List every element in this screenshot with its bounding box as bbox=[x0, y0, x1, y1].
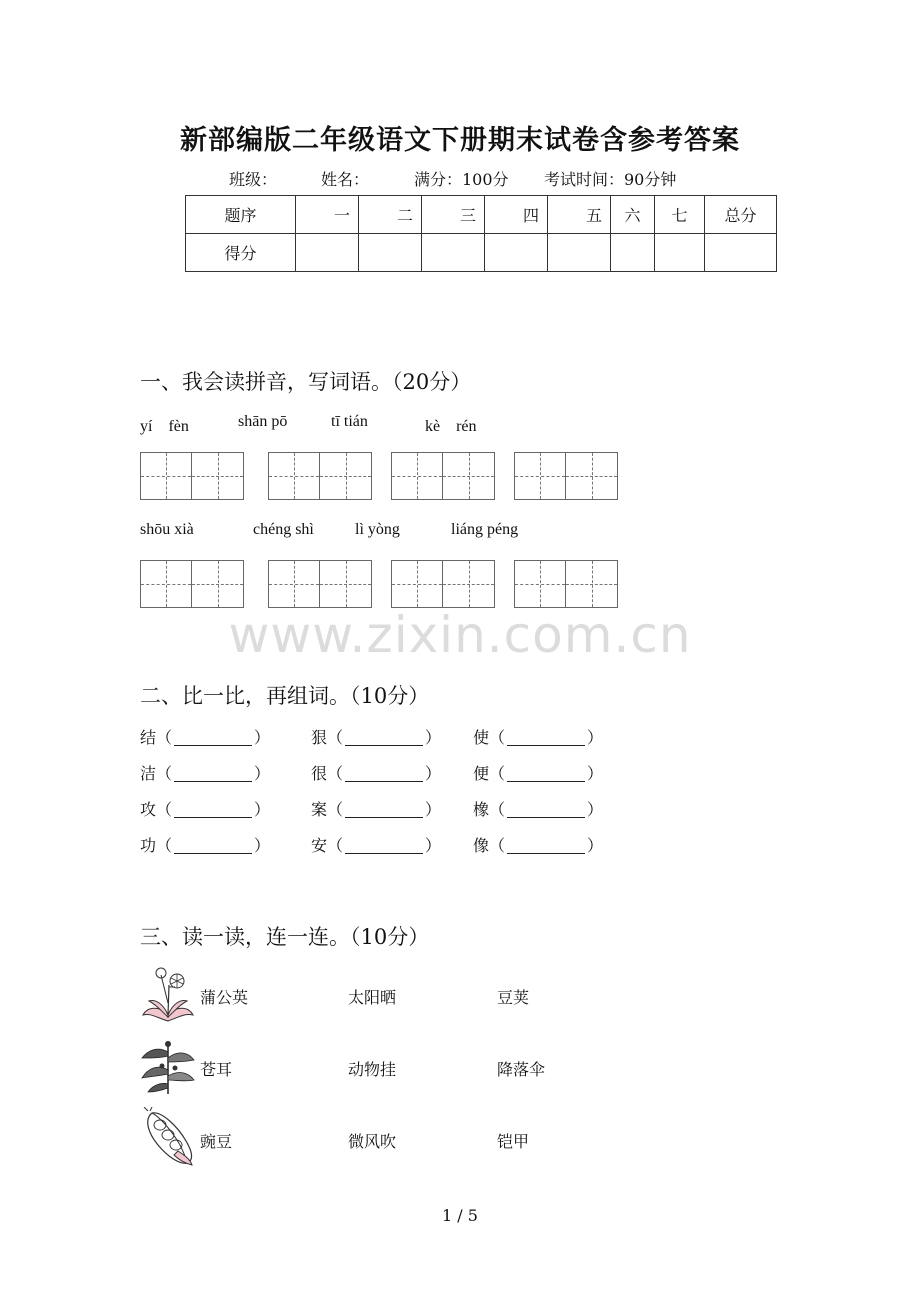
score-header-cell: 三 bbox=[422, 196, 485, 234]
open-paren: （ bbox=[327, 728, 344, 747]
answer-blank[interactable] bbox=[174, 839, 252, 854]
compare-character: 结 bbox=[140, 728, 157, 747]
compare-character: 便 bbox=[473, 764, 490, 783]
close-paren: ） bbox=[425, 728, 442, 747]
compare-character: 橡 bbox=[473, 800, 490, 819]
tian-zi-cell[interactable] bbox=[566, 452, 618, 500]
writing-grid[interactable] bbox=[140, 452, 244, 500]
tian-zi-cell[interactable] bbox=[566, 560, 618, 608]
page-number: 1 / 5 bbox=[442, 1206, 478, 1225]
section2-heading: 二、比一比，再组词。（10分） bbox=[140, 684, 430, 708]
pinyin-label: liáng péng bbox=[451, 521, 519, 538]
match-word-tool[interactable]: 铠甲 bbox=[497, 1132, 530, 1151]
compare-item bbox=[473, 761, 603, 784]
writing-grid[interactable] bbox=[268, 560, 372, 608]
score-input-cell[interactable] bbox=[611, 234, 655, 272]
close-paren: ） bbox=[587, 728, 604, 747]
open-paren: （ bbox=[489, 764, 506, 783]
score-row-label: 得分 bbox=[186, 234, 296, 272]
compare-item bbox=[311, 725, 441, 748]
dandelion-icon bbox=[139, 965, 197, 1023]
compare-item bbox=[311, 761, 441, 784]
tian-zi-cell[interactable] bbox=[443, 452, 495, 500]
tian-zi-cell[interactable] bbox=[140, 560, 192, 608]
score-header-cell: 二 bbox=[359, 196, 422, 234]
score-header-cell: 总分 bbox=[705, 196, 777, 234]
open-paren: （ bbox=[327, 764, 344, 783]
score-input-cell[interactable] bbox=[359, 234, 422, 272]
tian-zi-cell[interactable] bbox=[192, 560, 244, 608]
close-paren: ） bbox=[254, 800, 271, 819]
compare-character: 攻 bbox=[140, 800, 157, 819]
tian-zi-cell[interactable] bbox=[268, 452, 320, 500]
pinyin-label: kè rén bbox=[425, 418, 477, 435]
cocklebur-icon bbox=[138, 1038, 198, 1096]
match-word-tool[interactable]: 豆荚 bbox=[497, 988, 530, 1007]
section1-heading: 一、我会读拼音，写词语。（20分） bbox=[140, 370, 472, 394]
tian-zi-cell[interactable] bbox=[514, 452, 566, 500]
score-header-cell: 五 bbox=[548, 196, 611, 234]
compare-item bbox=[140, 833, 270, 856]
score-header-cell: 六 bbox=[611, 196, 655, 234]
tian-zi-cell[interactable] bbox=[268, 560, 320, 608]
compare-character: 功 bbox=[140, 836, 157, 855]
answer-blank[interactable] bbox=[345, 731, 423, 746]
answer-blank[interactable] bbox=[345, 803, 423, 818]
watermark: www.zixin.com.cn bbox=[228, 606, 692, 664]
score-header-cell: 四 bbox=[485, 196, 548, 234]
score-input-cell[interactable] bbox=[705, 234, 777, 272]
score-input-cell[interactable] bbox=[485, 234, 548, 272]
compare-character: 使 bbox=[473, 728, 490, 747]
open-paren: （ bbox=[489, 728, 506, 747]
score-header-cell: 题序 bbox=[186, 196, 296, 234]
tian-zi-cell[interactable] bbox=[391, 452, 443, 500]
section3-heading: 三、读一读，连一连。（10分） bbox=[140, 925, 430, 949]
score-table-header-row bbox=[186, 196, 777, 234]
compare-character: 洁 bbox=[140, 764, 157, 783]
page-title: 新部编版二年级语文下册期末试卷含参考答案 bbox=[180, 125, 740, 156]
writing-grid-row bbox=[0, 452, 920, 502]
open-paren: （ bbox=[156, 764, 173, 783]
class-label: 班级： bbox=[229, 170, 278, 189]
answer-blank[interactable] bbox=[507, 839, 585, 854]
compare-item bbox=[311, 833, 441, 856]
answer-blank[interactable] bbox=[507, 767, 585, 782]
answer-blank[interactable] bbox=[174, 767, 252, 782]
close-paren: ） bbox=[425, 800, 442, 819]
score-input-cell[interactable] bbox=[296, 234, 359, 272]
score-input-cell[interactable] bbox=[548, 234, 611, 272]
score-table-score-row bbox=[186, 234, 777, 272]
open-paren: （ bbox=[327, 836, 344, 855]
answer-blank[interactable] bbox=[507, 803, 585, 818]
open-paren: （ bbox=[489, 836, 506, 855]
pinyin-label: lì yòng bbox=[355, 521, 400, 538]
match-word-method[interactable]: 动物挂 bbox=[348, 1060, 397, 1079]
compare-item bbox=[140, 761, 270, 784]
compare-character: 安 bbox=[311, 836, 328, 855]
compare-character: 很 bbox=[311, 764, 328, 783]
answer-blank[interactable] bbox=[174, 731, 252, 746]
match-word-tool[interactable]: 降落伞 bbox=[497, 1060, 546, 1079]
match-word-plant: 豌豆 bbox=[200, 1132, 233, 1151]
pea-pod-icon bbox=[138, 1107, 198, 1167]
writing-grid[interactable] bbox=[391, 560, 495, 608]
close-paren: ） bbox=[425, 764, 442, 783]
tian-zi-cell[interactable] bbox=[192, 452, 244, 500]
score-header-cell: 一 bbox=[296, 196, 359, 234]
writing-grid[interactable] bbox=[140, 560, 244, 608]
score-table bbox=[185, 195, 777, 272]
compare-item bbox=[473, 725, 603, 748]
pinyin-label: chéng shì bbox=[253, 521, 314, 538]
answer-blank[interactable] bbox=[345, 767, 423, 782]
full-score-label: 满分：100分 bbox=[414, 170, 509, 189]
compare-character: 狠 bbox=[311, 728, 328, 747]
compare-item bbox=[473, 797, 603, 820]
pinyin-label: shān pō bbox=[238, 413, 288, 430]
match-word-method[interactable]: 太阳晒 bbox=[348, 988, 397, 1007]
score-header-cell: 七 bbox=[655, 196, 705, 234]
open-paren: （ bbox=[489, 800, 506, 819]
writing-grid[interactable] bbox=[391, 452, 495, 500]
tian-zi-cell[interactable] bbox=[514, 560, 566, 608]
writing-grid-row bbox=[0, 560, 920, 610]
exam-time-label: 考试时间：90分钟 bbox=[544, 170, 677, 189]
tian-zi-cell[interactable] bbox=[320, 452, 372, 500]
open-paren: （ bbox=[156, 836, 173, 855]
pinyin-label: yí fèn bbox=[140, 418, 189, 435]
close-paren: ） bbox=[587, 836, 604, 855]
close-paren: ） bbox=[254, 836, 271, 855]
answer-blank[interactable] bbox=[174, 803, 252, 818]
close-paren: ） bbox=[254, 764, 271, 783]
close-paren: ） bbox=[587, 764, 604, 783]
compare-item bbox=[140, 797, 270, 820]
close-paren: ） bbox=[587, 800, 604, 819]
pinyin-label: tī tián bbox=[331, 413, 368, 430]
answer-blank[interactable] bbox=[345, 839, 423, 854]
writing-grid[interactable] bbox=[268, 452, 372, 500]
compare-character: 案 bbox=[311, 800, 328, 819]
writing-grid[interactable] bbox=[514, 452, 618, 500]
pinyin-label: shōu xià bbox=[140, 521, 194, 538]
writing-grid[interactable] bbox=[514, 560, 618, 608]
compare-item bbox=[473, 833, 603, 856]
open-paren: （ bbox=[156, 800, 173, 819]
match-word-plant: 蒲公英 bbox=[200, 988, 249, 1007]
close-paren: ） bbox=[254, 728, 271, 747]
compare-character: 像 bbox=[473, 836, 490, 855]
tian-zi-cell[interactable] bbox=[320, 560, 372, 608]
open-paren: （ bbox=[156, 728, 173, 747]
name-label: 姓名： bbox=[321, 170, 370, 189]
score-input-cell[interactable] bbox=[422, 234, 485, 272]
answer-blank[interactable] bbox=[507, 731, 585, 746]
compare-item bbox=[140, 725, 270, 748]
match-word-plant: 苍耳 bbox=[200, 1060, 233, 1079]
open-paren: （ bbox=[327, 800, 344, 819]
match-word-method[interactable]: 微风吹 bbox=[348, 1132, 397, 1151]
compare-item bbox=[311, 797, 441, 820]
close-paren: ） bbox=[425, 836, 442, 855]
tian-zi-cell[interactable] bbox=[443, 560, 495, 608]
tian-zi-cell[interactable] bbox=[140, 452, 192, 500]
tian-zi-cell[interactable] bbox=[391, 560, 443, 608]
score-input-cell[interactable] bbox=[655, 234, 705, 272]
